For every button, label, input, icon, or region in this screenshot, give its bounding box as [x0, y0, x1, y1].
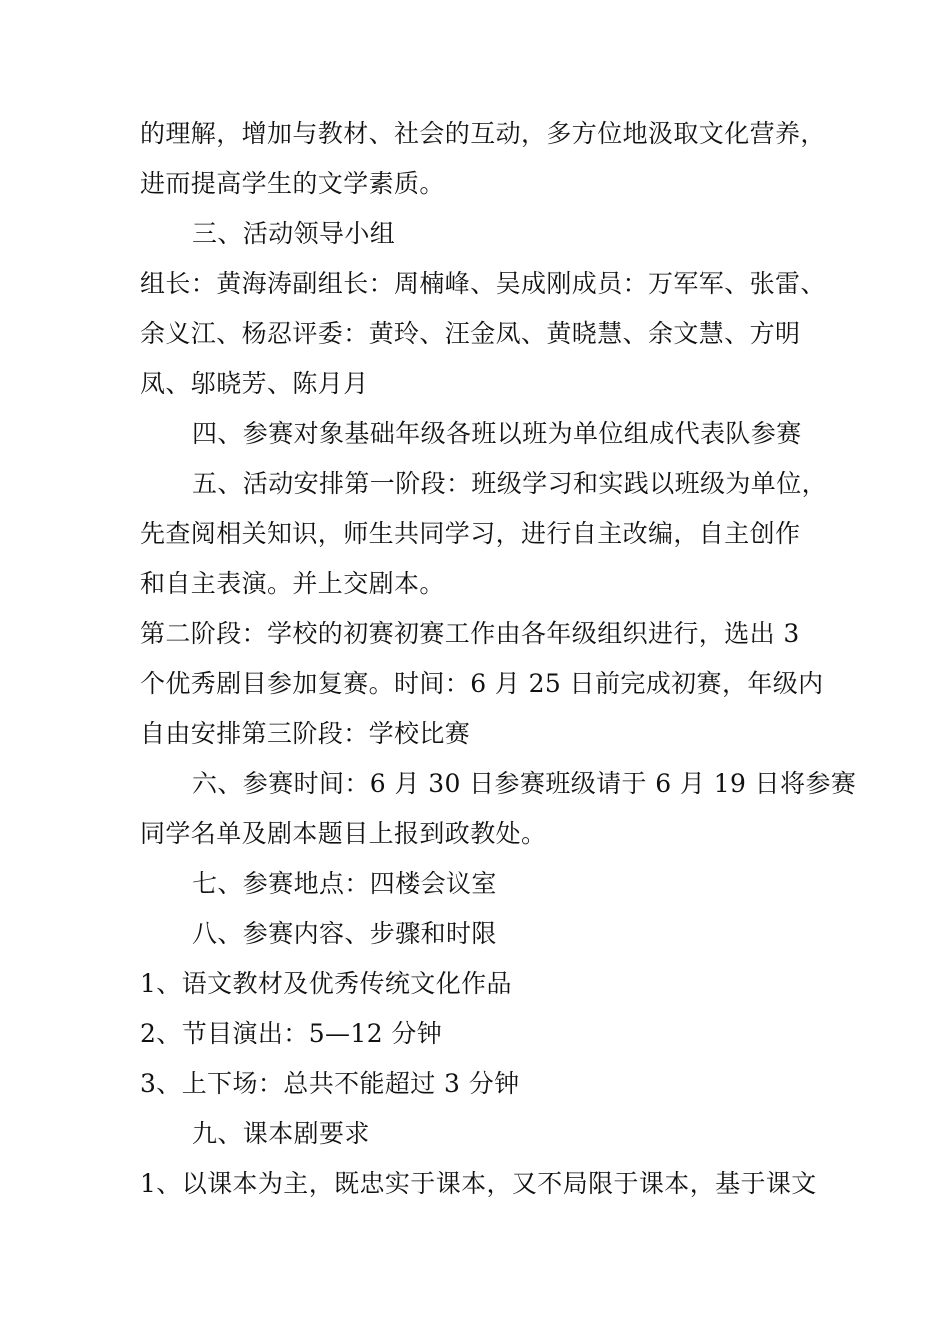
list-item: 2、节目演出：5—12 分钟: [140, 1019, 443, 1048]
text-line: 的理解，增加与教材、社会的互动，多方位地汲取文化营养，: [140, 119, 826, 148]
section-heading: 七、参赛地点：四楼会议室: [192, 869, 497, 898]
text-line: 第二阶段：学校的初赛初赛工作由各年级组织进行，选出 3: [140, 619, 800, 648]
section-heading: 九、课本剧要求: [192, 1119, 370, 1148]
text-line: 同学名单及剧本题目上报到政教处。: [140, 819, 547, 848]
list-item: 1、以课本为主，既忠实于课本，又不局限于课本，基于课文: [140, 1169, 817, 1198]
text-line: 凤、邬晓芳、陈月月: [140, 369, 369, 398]
text-line: 先查阅相关知识，师生共同学习，进行自主改编，自主创作: [140, 519, 801, 548]
text-line: 自由安排第三阶段：学校比赛: [140, 719, 471, 748]
section-heading: 三、活动领导小组: [192, 219, 396, 248]
section-heading: 五、活动安排第一阶段：班级学习和实践以班级为单位，: [192, 469, 828, 498]
text-line: 个优秀剧目参加复赛。时间：6 月 25 日前完成初赛，年级内: [140, 669, 824, 698]
text-line: 余义江、杨忍评委：黄玲、汪金凤、黄晓慧、余文慧、方明: [140, 319, 801, 348]
text-line: 和自主表演。并上交剧本。: [140, 569, 445, 598]
section-heading: 六、参赛时间：6 月 30 日参赛班级请于 6 月 19 日将参赛: [192, 769, 857, 798]
list-item: 1、语文教材及优秀传统文化作品: [140, 969, 512, 998]
section-heading: 四、参赛对象基础年级各班以班为单位组成代表队参赛: [192, 419, 802, 448]
list-item: 3、上下场：总共不能超过 3 分钟: [140, 1069, 520, 1098]
text-line: 组长：黄海涛副组长：周楠峰、吴成刚成员：万军军、张雷、: [140, 269, 826, 298]
text-line: 进而提高学生的文学素质。: [140, 169, 445, 198]
section-heading: 八、参赛内容、步骤和时限: [192, 919, 497, 948]
